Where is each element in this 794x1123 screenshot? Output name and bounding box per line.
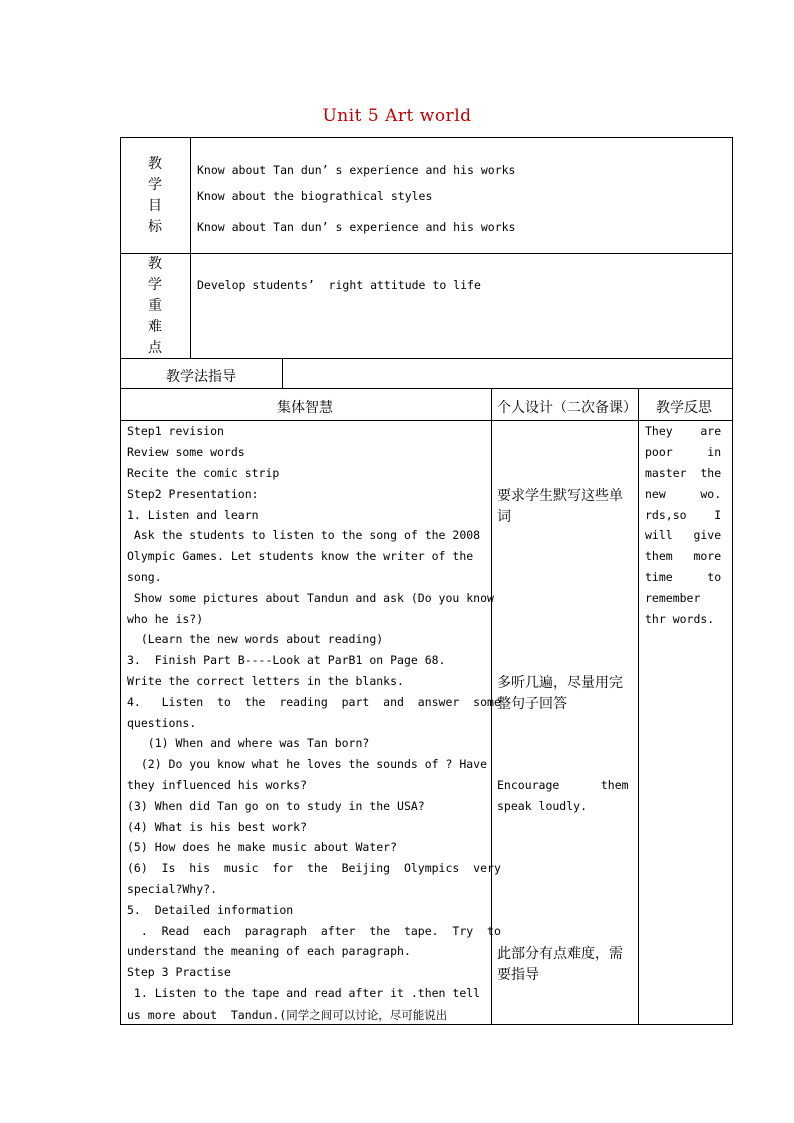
header-reflection: 教学反思 [656,400,712,416]
collective-line: they influenced his works? [127,778,308,792]
header-collective: 集体智慧 [277,400,333,416]
reflection-line: rds,so I [645,508,722,522]
collective-line: (4) What is his best work? [127,820,308,834]
collective-line: (Learn the new words about reading) [127,632,384,646]
collective-line: Step1 revision [127,424,224,438]
objective-line: Know about the biograthical styles [197,189,433,203]
reflection-line: poor in [645,445,722,459]
reflection-line: remember [645,591,701,605]
collective-line: . Read each paragraph after the tape. Try to [127,924,501,938]
reflection-line: them more [645,549,722,563]
collective-line: 1. Listen and learn [127,508,259,522]
collective-line: us more about Tandun.(同学之间可以讨论，尽可能说出 [127,1008,448,1022]
collective-line: Write the correct letters in the blanks. [127,674,404,688]
reflection-line: They are [645,424,722,438]
personal-note: 词 [497,509,511,525]
collective-line: (3) When did Tan go on to study in the USA? [127,799,425,813]
collective-line: Review some words [127,445,245,459]
reflection-line: will give [645,528,722,542]
collective-line: (5) How does he make music about Water? [127,840,398,854]
header-personal: 个人设计（二次备课） [497,400,637,416]
key-points-section [120,253,733,359]
collective-line: Step2 Presentation: [127,487,259,501]
key-points-text: Develop students’ right attitude to life [197,278,481,292]
collective-line: special?Why?. [127,882,218,896]
collective-line: song. [127,570,162,584]
collective-line: Step 3 Practise [127,965,231,979]
header-row [120,388,733,421]
objective-line: Know about Tan dun’ s experience and his works [197,163,516,177]
collective-line: Ask the students to listen to the song of the 2008 [127,528,481,542]
reflection-line: thr words. [645,612,715,626]
collective-line: 4. Listen to the reading part and answer some [127,695,501,709]
key-points-label: 教 学 重 难 点 [148,256,162,356]
reflection-line: time to [645,570,722,584]
collective-line: 1. Listen to the tape and read after it .then tell [127,986,481,1000]
objectives-label: 教 学 目 标 [148,156,162,235]
personal-note: Encourage them [497,778,629,792]
reflection-line: new wo. [645,487,722,501]
personal-note: 整句子回答 [497,696,567,712]
collective-line: 5. Detailed information [127,903,294,917]
personal-note: 要求学生默写这些单 [497,488,623,504]
personal-note: 多听几遍，尽量用完 [497,675,623,691]
collective-line: Olympic Games. Let students know the writer of the [127,549,474,563]
collective-line: (1) When and where was Tan born? [127,736,370,750]
collective-line: understand the meaning of each paragraph. [127,944,411,958]
reflection-line: master the [645,466,722,480]
collective-line: questions. [127,716,197,730]
document-title: Unit 5 Art world [322,106,472,126]
collective-line: Recite the comic strip [127,466,280,480]
collective-line: Show some pictures about Tandun and ask (Do you know [127,591,494,605]
personal-note: 此部分有点难度，需 [497,946,623,962]
collective-line: (6) Is his music for the Beijing Olympics very [127,861,501,875]
collective-line: (2) Do you know what he loves the sounds of ? Have [127,757,488,771]
method-label: 教学法指导 [166,369,236,385]
objective-line: Know about Tan dun’ s experience and his works [197,220,516,234]
personal-note: speak loudly. [497,799,588,813]
personal-note: 要指导 [497,967,539,983]
collective-line: who he is?) [127,612,204,626]
collective-line: 3. Finish Part B----Look at ParB1 on Page 68. [127,653,446,667]
